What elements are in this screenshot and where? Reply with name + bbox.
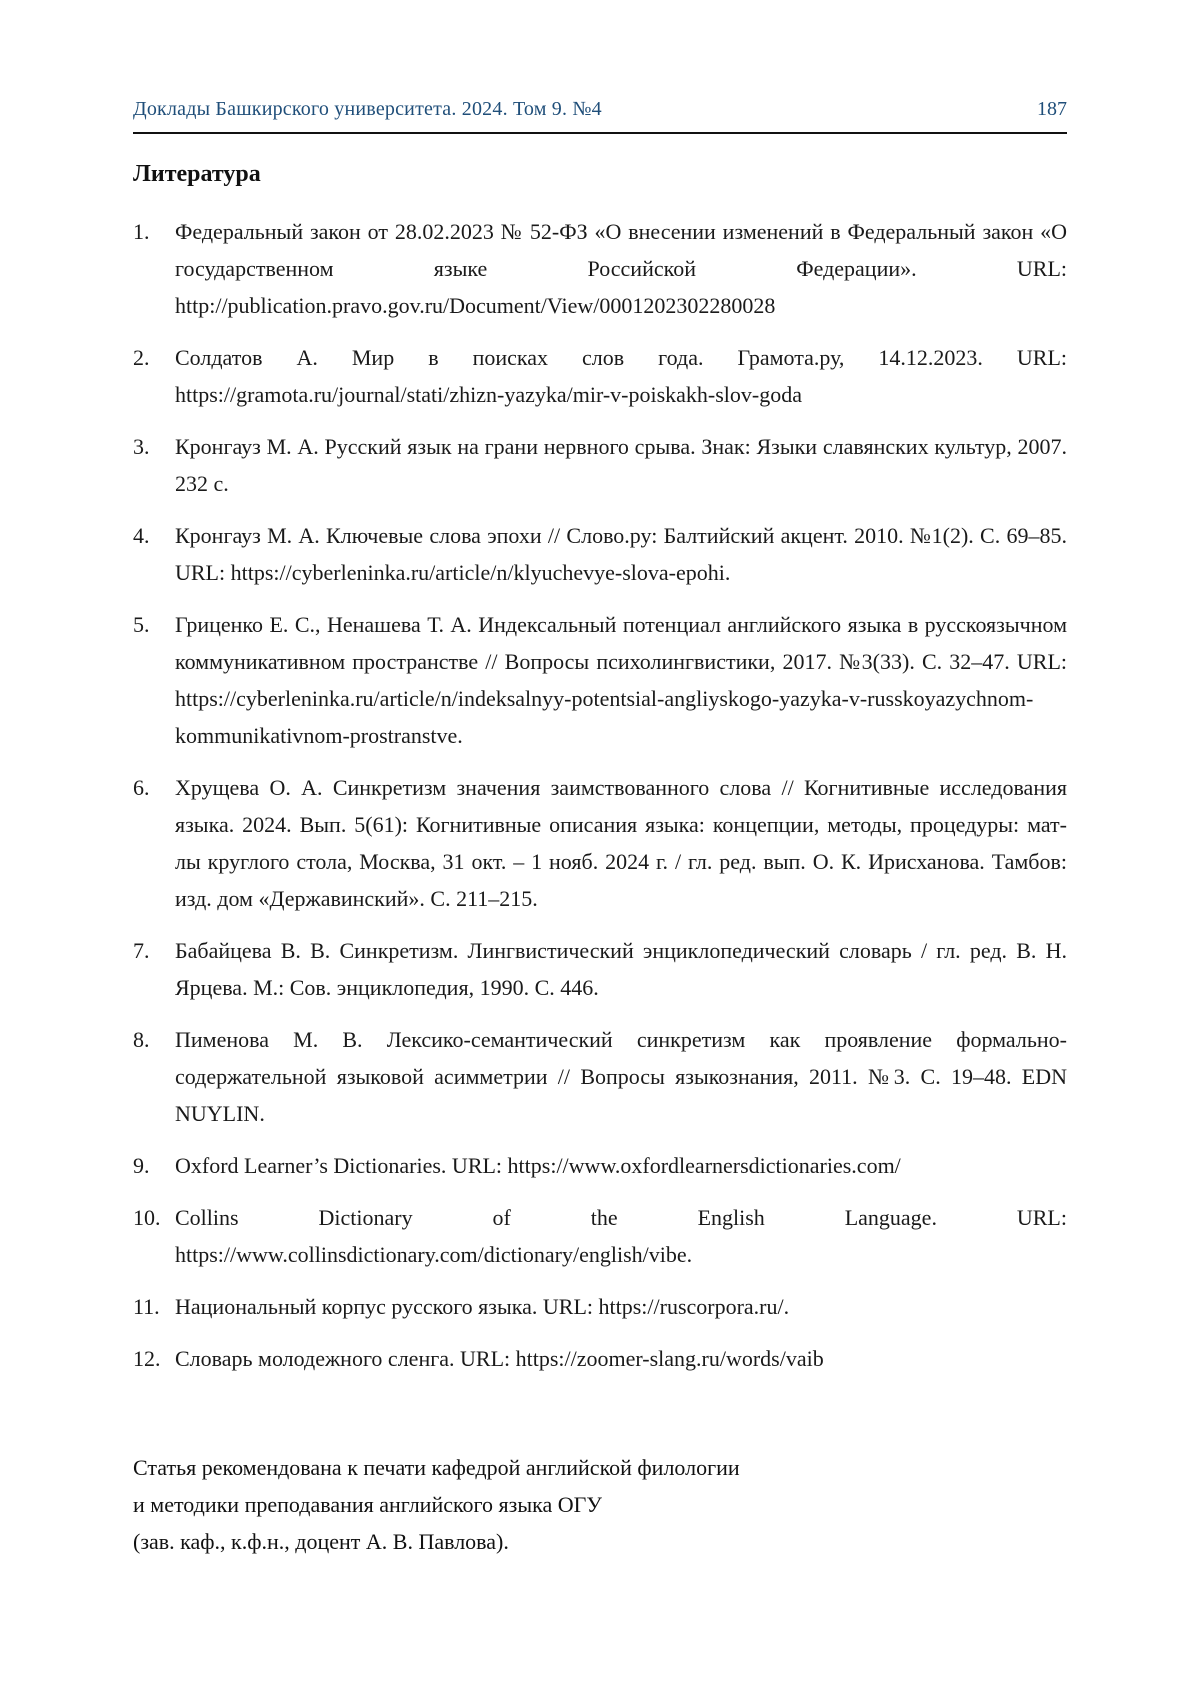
reference-text: Словарь молодежного сленга. URL: https://zoomer-slang.ru/words/vaib — [175, 1346, 824, 1371]
editorial-note-line-2: и методики преподавания английского языка ОГУ — [133, 1492, 602, 1517]
reference-number: 11. — [133, 1294, 160, 1319]
reference-item — [133, 769, 1067, 917]
reference-item — [133, 1021, 1067, 1132]
reference-number: 9. — [133, 1153, 150, 1178]
reference-text: Бабайцева В. В. Синкретизм. Лингвистический энциклопедический словарь / гл. ред. В. Н. Ярцева. М.: Сов. энциклопедия, 1990. С. 446. — [175, 938, 1067, 1000]
reference-number: 2. — [133, 345, 150, 370]
reference-text: Федеральный закон от 28.02.2023 № 52-ФЗ «О внесении изменений в Федеральный закон «О государственном языке Российской Федерации». URL: http://publication.pravo.gov.ru/Document/View/0001202302280028 — [175, 219, 1067, 318]
reference-item — [133, 1199, 1067, 1273]
reference-item — [133, 1288, 1067, 1325]
reference-item — [133, 339, 1067, 413]
reference-item — [133, 428, 1067, 502]
reference-item — [133, 606, 1067, 754]
reference-list — [133, 213, 1067, 1377]
reference-item — [133, 1147, 1067, 1184]
reference-text: Хрущева О. А. Синкретизм значения заимствованного слова // Когнитивные исследования языка. 2024. Вып. 5(61): Когнитивные описания языка: концепции, методы, процедуры: мат-лы круглого стола, Москва, 31 окт. – 1 нояб. 2024 г. / гл. ред. вып. О. К. Ирисханова. Тамбов: изд. дом «Державинский». С. 211–215. — [175, 775, 1067, 911]
page-number: 187 — [1037, 98, 1067, 120]
reference-number: 3. — [133, 434, 150, 459]
reference-text: Солдатов А. Мир в поисках слов года. Грамота.ру, 14.12.2023. URL: https://gramota.ru/journal/stati/zhizn-yazyka/mir-v-poiskakh-slov-goda — [175, 345, 1067, 407]
editorial-note — [133, 1449, 1067, 1560]
reference-item — [133, 213, 1067, 324]
editorial-note-line-1: Статья рекомендована к печати кафедрой английской филологии — [133, 1455, 740, 1480]
reference-item — [133, 932, 1067, 1006]
reference-item — [133, 517, 1067, 591]
reference-number: 7. — [133, 938, 150, 963]
reference-text: Гриценко Е. С., Ненашева Т. А. Индексальный потенциал английского языка в русскоязычном коммуникативном пространстве // Вопросы психолингвистики, 2017. №3(33). С. 32–47. URL: https://cyberleninka.ru/article/n/indeksalnyy-potentsial-angliyskogo-yazyka-v-russkoyazychnom-kommunikativnom-prostranstve. — [175, 612, 1067, 748]
reference-text: Кронгауз М. А. Русский язык на грани нервного срыва. Знак: Языки славянских культур, 2007. 232 с. — [175, 434, 1067, 496]
page-header — [133, 98, 1067, 134]
reference-number: 12. — [133, 1346, 161, 1371]
editorial-note-line-3: (зав. каф., к.ф.н., доцент А. В. Павлова). — [133, 1529, 509, 1554]
reference-number: 8. — [133, 1027, 150, 1052]
reference-number: 10. — [133, 1205, 161, 1230]
reference-text: Collins Dictionary of the English Language. URL: https://www.collinsdictionary.com/dictionary/english/vibe. — [175, 1205, 1067, 1267]
reference-text: Пименова М. В. Лексико-семантический синкретизм как проявление формально-содержательной языковой асимметрии // Вопросы языкознания, 2011. №3. С. 19–48. EDN NUYLIN. — [175, 1027, 1067, 1126]
reference-number: 4. — [133, 523, 150, 548]
reference-number: 1. — [133, 219, 150, 244]
reference-number: 5. — [133, 612, 150, 637]
reference-text: Национальный корпус русского языка. URL: https://ruscorpora.ru/. — [175, 1294, 790, 1319]
section-title: Литература — [133, 161, 261, 187]
reference-item — [133, 1340, 1067, 1377]
reference-number: 6. — [133, 775, 150, 800]
reference-text: Кронгауз М. А. Ключевые слова эпохи // Слово.ру: Балтийский акцент. 2010. №1(2). С. 69–85. URL: https://cyberleninka.ru/article/n/klyuchevye-slova-epohi. — [175, 523, 1067, 585]
journal-title: Доклады Башкирского университета. 2024. Том 9. №4 — [133, 98, 602, 120]
reference-text: Oxford Learner’s Dictionaries. URL: https://www.oxfordlearnersdictionaries.com/ — [175, 1153, 901, 1178]
